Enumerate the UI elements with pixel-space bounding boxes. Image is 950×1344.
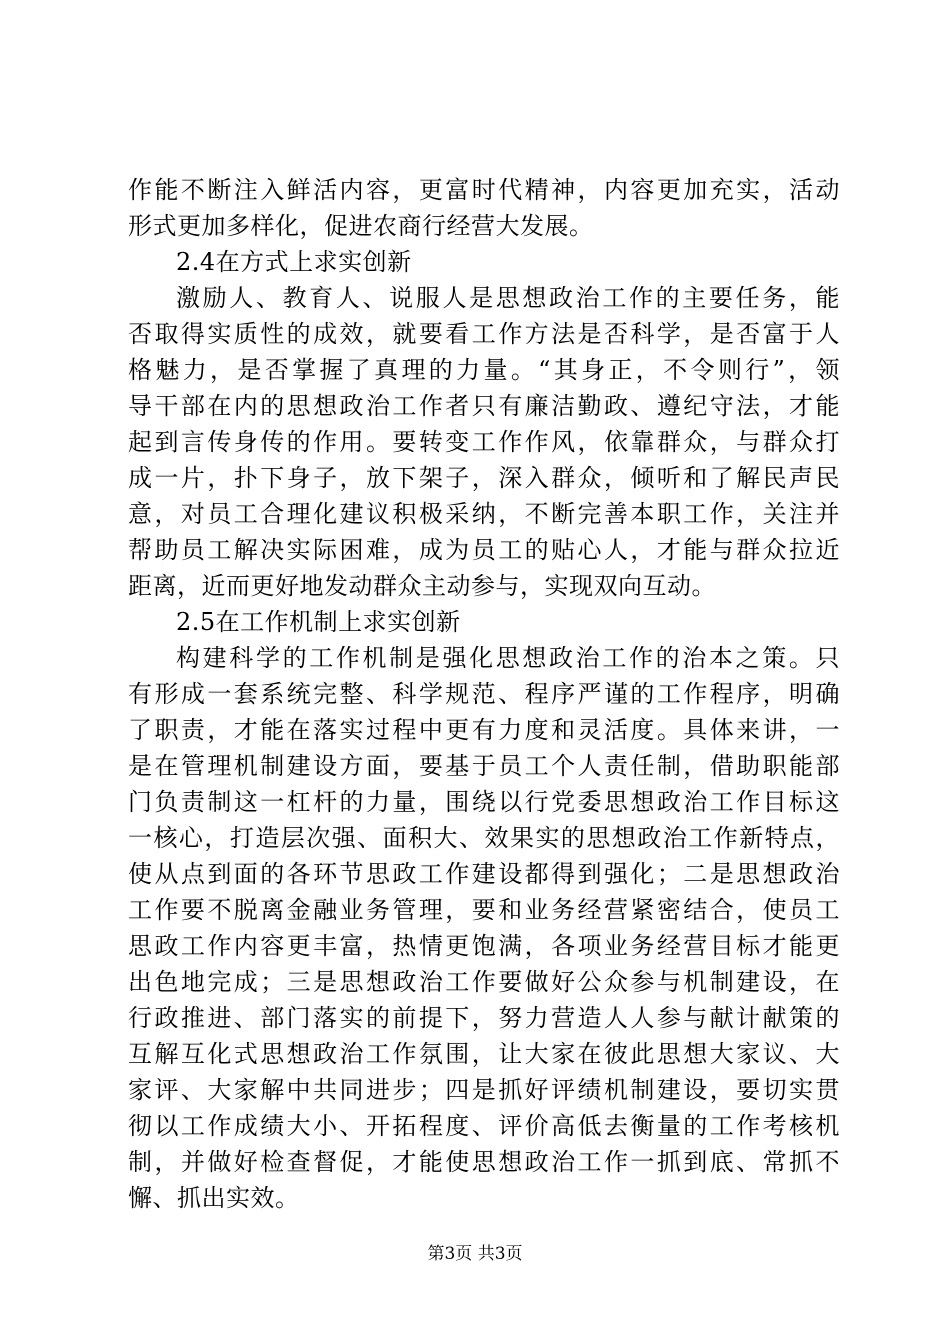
- text-line: 意，对员工合理化建议积极采纳，不断完善本职工作，关注并: [128, 500, 840, 528]
- text-line: 互解互化式思想政治工作氛围，让大家在彼此思想大家议、大: [128, 1040, 840, 1068]
- text-line: 构建科学的工作机制是强化思想政治工作的治本之策。只: [176, 644, 840, 672]
- text-line: 格魅力，是否掌握了真理的力量。“其身正，不令则行”，领: [128, 356, 840, 384]
- text-line: 作能不断注入鲜活内容，更富时代精神，内容更加充实，活动: [128, 176, 840, 204]
- text-line: 使从点到面的各环节思政工作建设都得到强化；二是思想政治: [128, 860, 840, 888]
- text-line: 形式更加多样化，促进农商行经营大发展。: [128, 212, 594, 240]
- text-line: 成一片，扑下身子，放下架子，深入群众，倾听和了解民声民: [128, 464, 840, 492]
- text-line: 是在管理机制建设方面，要基于员工个人责任制，借助职能部: [128, 752, 840, 780]
- text-line: 懈、抓出实效。: [128, 1184, 300, 1212]
- text-line: 2.4在方式上求实创新: [176, 248, 412, 276]
- text-line: 否取得实质性的成效，就要看工作方法是否科学，是否富于人: [128, 320, 840, 348]
- text-line: 了职责，才能在落实过程中更有力度和灵活度。具体来讲，一: [128, 716, 840, 744]
- text-line: 起到言传身传的作用。要转变工作作风，依靠群众，与群众打: [128, 428, 840, 456]
- text-line: 门负责制这一杠杆的力量，围绕以行党委思想政治工作目标这: [128, 788, 840, 816]
- text-line: 工作要不脱离金融业务管理，要和业务经营紧密结合，使员工: [128, 896, 840, 924]
- text-line: 家评、大家解中共同进步；四是抓好评绩机制建设，要切实贯: [128, 1076, 840, 1104]
- text-line: 行政推进、部门落实的前提下，努力营造人人参与献计献策的: [128, 1004, 840, 1032]
- text-line: 帮助员工解决实际困难，成为员工的贴心人，才能与群众拉近: [128, 536, 840, 564]
- text-line: 有形成一套系统完整、科学规范、程序严谨的工作程序，明确: [128, 680, 840, 708]
- text-line: 激励人、教育人、说服人是思想政治工作的主要任务，能: [176, 284, 840, 312]
- text-line: 导干部在内的思想政治工作者只有廉洁勤政、遵纪守法，才能: [128, 392, 840, 420]
- text-line: 出色地完成；三是思想政治工作要做好公众参与机制建设，在: [128, 968, 840, 996]
- text-line: 彻以工作成绩大小、开拓程度、评价高低去衡量的工作考核机: [128, 1112, 840, 1140]
- text-line: 思政工作内容更丰富，热情更饱满，各项业务经营目标才能更: [128, 932, 840, 960]
- text-line: 2.5在工作机制上求实创新: [176, 608, 461, 636]
- document-body: [128, 172, 840, 1216]
- text-line: 一核心，打造层次强、面积大、效果实的思想政治工作新特点，: [128, 824, 840, 852]
- page-footer: 第3页 共3页: [427, 1244, 523, 1264]
- text-line: 制，并做好检查督促，才能使思想政治工作一抓到底、常抓不: [128, 1148, 840, 1176]
- text-line: 距离，近而更好地发动群众主动参与，实现双向互动。: [128, 572, 716, 600]
